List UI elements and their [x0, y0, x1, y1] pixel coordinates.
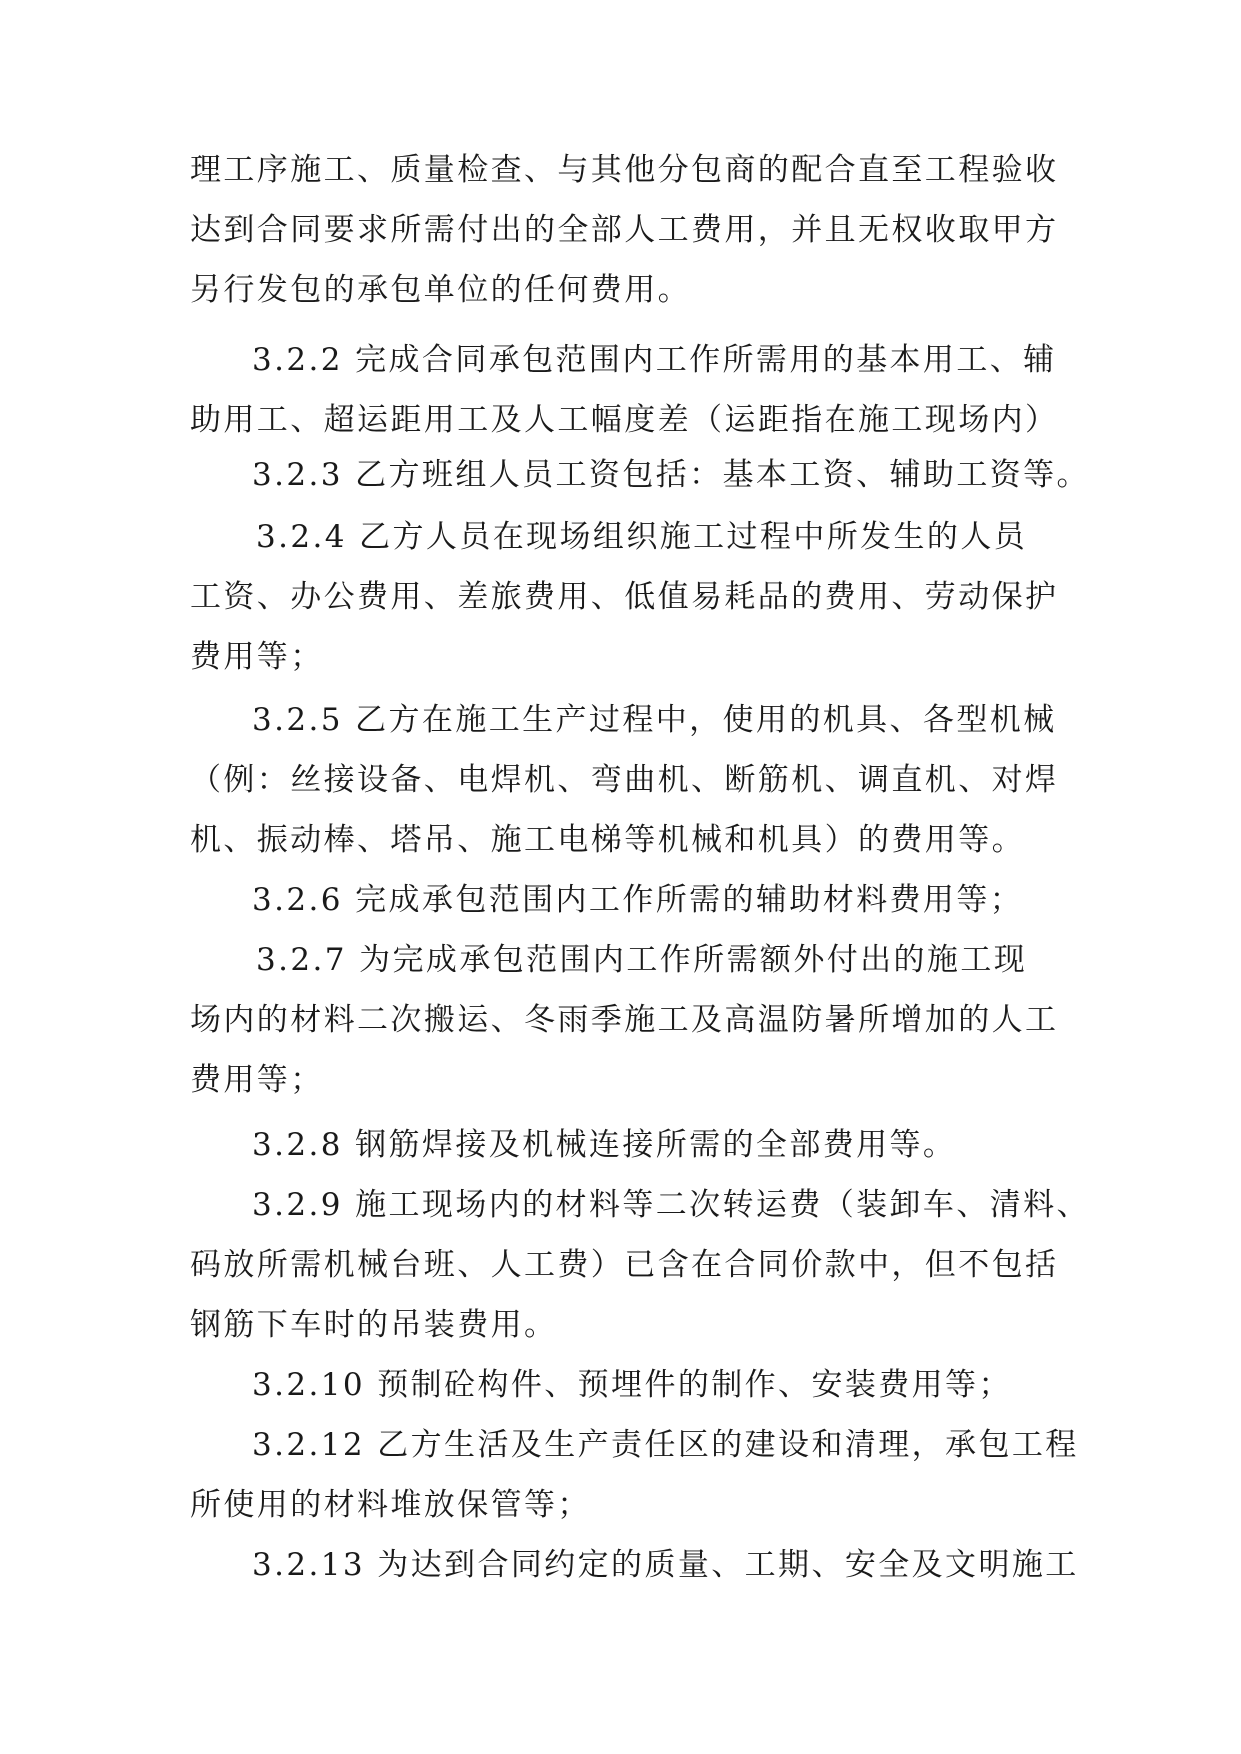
text-line-16: 费用等；: [190, 1062, 324, 1098]
text-line-24: 3.2.13 为达到合同约定的质量、工期、安全及文明施工: [252, 1547, 1079, 1583]
text-line-14: 3.2.7 为完成承包范围内工作所需额外付出的施工现: [256, 942, 1028, 978]
text-line-12: 机、振动棒、塔吊、施工电梯等机械和机具）的费用等。: [190, 822, 1025, 858]
text-line-9: 费用等；: [190, 639, 324, 675]
text-line-3: 另行发包的承包单位的任何费用。: [190, 272, 691, 308]
text-line-7: 3.2.4 乙方人员在现场组织施工过程中所发生的人员: [256, 519, 1028, 555]
text-line-13: 3.2.6 完成承包范围内工作所需的辅助材料费用等；: [252, 882, 1024, 918]
text-line-15: 场内的材料二次搬运、冬雨季施工及高温防暑所增加的人工: [190, 1002, 1059, 1038]
text-line-20: 钢筋下车时的吊装费用。: [190, 1307, 558, 1343]
text-line-5: 助用工、超运距用工及人工幅度差（运距指在施工现场内）: [190, 402, 1059, 438]
text-line-19: 码放所需机械台班、人工费）已含在合同价款中，但不包括: [190, 1247, 1059, 1283]
text-line-8: 工资、办公费用、差旅费用、低值易耗品的费用、劳动保护: [190, 579, 1059, 615]
text-line-1: 理工序施工、质量检查、与其他分包商的配合直至工程验收: [190, 152, 1059, 188]
text-line-6: 3.2.3 乙方班组人员工资包括：基本工资、辅助工资等。: [252, 457, 1090, 493]
text-line-4: 3.2.2 完成合同承包范围内工作所需用的基本用工、辅: [252, 342, 1057, 378]
text-line-10: 3.2.5 乙方在施工生产过程中，使用的机具、各型机械: [252, 702, 1057, 738]
text-line-18: 3.2.9 施工现场内的材料等二次转运费（装卸车、清料、: [252, 1187, 1090, 1223]
text-line-22: 3.2.12 乙方生活及生产责任区的建设和清理，承包工程: [252, 1427, 1079, 1463]
text-line-11: （例：丝接设备、电焊机、弯曲机、断筋机、调直机、对焊: [190, 762, 1059, 798]
text-line-17: 3.2.8 钢筋焊接及机械连接所需的全部费用等。: [252, 1127, 957, 1163]
text-line-23: 所使用的材料堆放保管等；: [190, 1487, 591, 1523]
text-line-2: 达到合同要求所需付出的全部人工费用，并且无权收取甲方: [190, 212, 1059, 248]
text-line-21: 3.2.10 预制砼构件、预埋件的制作、安装费用等；: [252, 1367, 1012, 1403]
